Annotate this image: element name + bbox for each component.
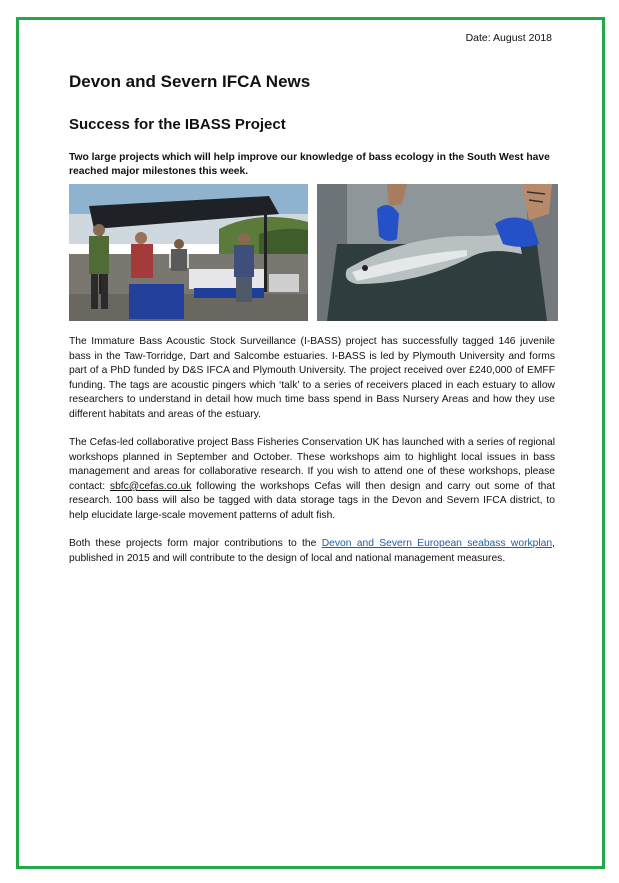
article-title: Success for the IBASS Project	[69, 116, 286, 133]
paragraph-workplan-rest: , published in 2015 and will contribute to the design of local and national management measures.	[69, 538, 555, 564]
paragraph-workplan-intro: Both these projects form major contributions to the	[69, 538, 322, 549]
lead-paragraph: Two large projects which will help improve our knowledge of bass ecology in the South West have reached major milestones this week.	[69, 152, 550, 177]
newsletter-title: Devon and Severn IFCA News	[69, 72, 311, 91]
date-label: Date: August 2018	[465, 32, 552, 44]
email-link[interactable]: sbfc@cefas.co.uk	[109, 480, 192, 492]
workplan-link[interactable]: Devon and Severn European seabass workplan	[321, 538, 553, 549]
paragraph-cefas-intro: The Cefas-led collaborative project Bass Fisheries Conservation UK has launched with a series of regional workshops planned in September and October. These workshops aim to highlight local issues in bass management and areas for collaborative research. If you wish to attend one of these workshops, please contact:	[69, 437, 555, 492]
paragraph-cefas-rest: following the workshops Cefas will then design and carry out some of that research. 100 bass will also be tagged with data storage tags in the Devon and Severn IFCA district, to help elucidate large-scale movement patterns of adult fish.	[69, 480, 556, 521]
photo-bass-svg	[317, 184, 558, 321]
photo-quayside-svg	[69, 184, 308, 321]
photo-quayside-team	[69, 184, 308, 321]
paragraph-workplan	[69, 537, 555, 566]
paragraph-cefas	[69, 436, 555, 524]
photo-bass-fish	[317, 184, 558, 321]
page-frame	[16, 17, 605, 869]
paragraph-ibass: The Immature Bass Acoustic Stock Surveillance (I-BASS) project has successfully tagged 146 juvenile bass in the Taw-Torridge, Dart and Salcombe estuaries. I-BASS is led by Plymouth University and forms part of a PhD funded by D&S IFCA and Plymouth University. The project received over £240,000 of EMFF funding. The tags are acoustic pingers which ‘talk’ to a series of receivers placed in each estuary to allow researchers to understand in detail how much time bass spend in Bass Nursery Areas and how they use different habitats and areas of the estuary.	[69, 336, 555, 420]
